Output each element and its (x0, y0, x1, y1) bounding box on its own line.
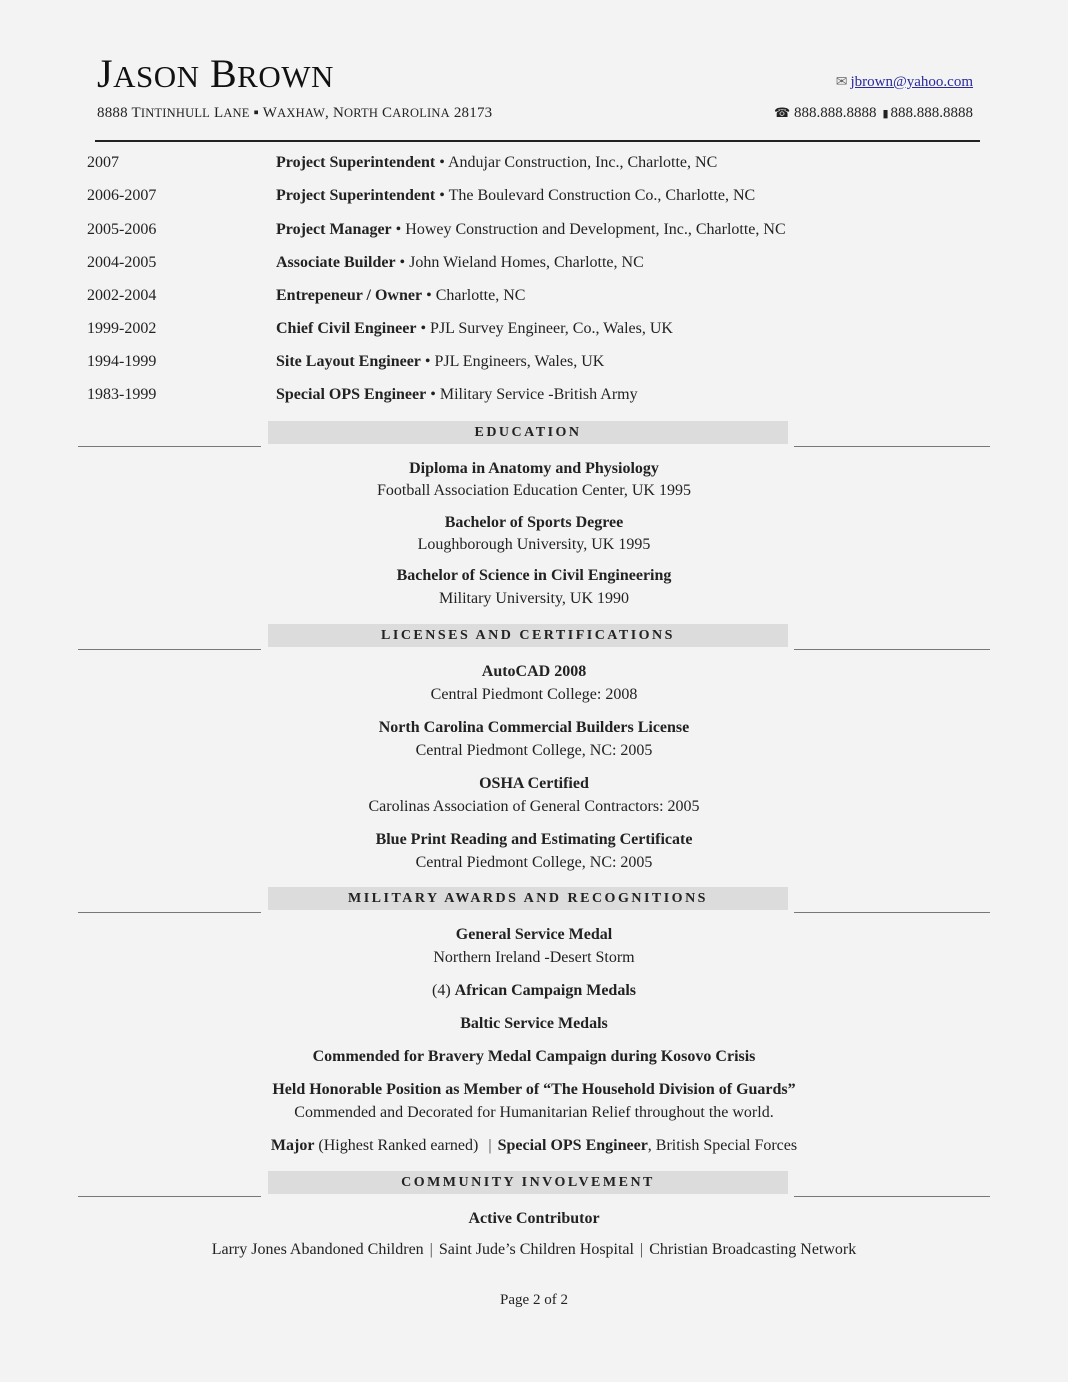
community-separator: | (639, 1241, 644, 1258)
section-heading-licenses (268, 624, 788, 647)
job-entry (87, 254, 644, 272)
license-detail: Central Piedmont College, NC: 2005 (415, 854, 653, 871)
job-title: Entrepeneur / Owner (276, 287, 423, 304)
name-first-initial: J (97, 51, 114, 96)
mobile-number: 888.888.8888 (890, 105, 973, 121)
envelope-icon: ✉ (835, 75, 848, 90)
education-detail: Military University, UK 1990 (438, 590, 630, 607)
position-detail: Commended and Decorated for Humanitarian Relief throughout the world. (294, 1104, 774, 1121)
job-detail: John Wieland Homes, Charlotte, NC (409, 254, 644, 271)
job-title: Project Superintendent (276, 154, 436, 171)
job-bullet: • (435, 154, 448, 171)
section-title: COMMUNITY INVOLVEMENT (401, 1175, 655, 1190)
license-detail: Carolinas Association of General Contractors: 2005 (368, 798, 700, 815)
job-title: Project Manager (276, 221, 392, 238)
section-rule-right (794, 912, 990, 913)
education-detail: Loughborough University, UK 1995 (417, 536, 651, 553)
section-rule-right (794, 649, 990, 650)
award-title: General Service Medal (455, 926, 613, 943)
section-title: LICENSES AND CERTIFICATIONS (381, 628, 675, 643)
address-city: AXHAW (277, 106, 326, 120)
job-title: Special OPS Engineer (276, 386, 427, 403)
section-rule-right (794, 446, 990, 447)
address-state2: AROLINA (392, 106, 450, 120)
mobile-phone-icon: ▮ (882, 108, 889, 120)
license-title: Blue Print Reading and Estimating Certificate (375, 831, 693, 848)
job-title: Associate Builder (276, 254, 396, 271)
name-first-rest: ASON (113, 59, 200, 94)
address-state2-initial: C (382, 105, 393, 121)
job-bullet: • (391, 221, 406, 238)
address-lane: ANE (223, 106, 250, 120)
section-rule-left (78, 649, 261, 650)
education-title: Bachelor of Sports Degree (444, 514, 624, 531)
job-years: 2007 (87, 154, 119, 171)
job-detail: Charlotte, NC (435, 287, 526, 304)
address-zip: 28173 (453, 105, 493, 121)
phone-icon: ☎ (773, 105, 791, 120)
section-heading-community (268, 1171, 788, 1194)
job-detail: Howey Construction and Development, Inc., Charlotte, NC (405, 221, 786, 238)
community-separator: | (429, 1241, 433, 1258)
address-street: INTINHULL (140, 106, 210, 120)
job-years: 1999-2002 (87, 320, 157, 337)
email-contact (836, 74, 973, 91)
section-rule-left (78, 1196, 261, 1197)
address-city-initial: W (262, 105, 278, 121)
license-detail: Central Piedmont College, NC: 2005 (415, 742, 653, 759)
job-bullet: • (416, 320, 431, 337)
address: 8888 TINTINHULL LANE ▪ WAXHAW, NORTH CAROLINA 28173 (97, 105, 493, 121)
email-link[interactable]: jbrown@yahoo.com (850, 74, 973, 90)
job-bullet: • (435, 187, 449, 204)
name-last-initial: B (209, 51, 238, 96)
section-heading-military (268, 887, 788, 910)
address-state1-initial: N (332, 105, 344, 121)
community-org: Larry Jones Abandoned Children (211, 1241, 424, 1258)
name-last-rest: ROWN (237, 59, 334, 94)
rank-line (0, 1137, 1068, 1155)
award-line (0, 982, 1068, 1000)
job-detail: The Boulevard Construction Co., Charlotte, NC (448, 187, 756, 204)
job-detail: PJL Engineers, Wales, UK (434, 353, 605, 370)
job-years: 2005-2006 (87, 221, 157, 238)
job-entry (87, 154, 717, 172)
job-bullet: • (395, 254, 410, 271)
job-entry (87, 287, 525, 305)
award-title: African Campaign Medals (454, 982, 636, 999)
award-detail: Northern Ireland -Desert Storm (433, 949, 635, 966)
education-title: Bachelor of Science in Civil Engineering (396, 567, 672, 584)
header-divider (95, 140, 980, 142)
section-rule-left (78, 446, 261, 447)
license-title: North Carolina Commercial Builders License (378, 719, 690, 736)
job-title: Project Superintendent (276, 187, 436, 204)
section-rule-left (78, 912, 261, 913)
address-lane-initial: L (213, 105, 224, 121)
page-number: Page 2 of 2 (500, 1292, 568, 1308)
phone-number: 888.888.8888 (793, 105, 877, 121)
phone-contacts (774, 105, 973, 122)
job-entry (87, 386, 638, 404)
section-rule-right (794, 1196, 990, 1197)
rank-detail: (Highest Ranked earned) (314, 1137, 483, 1154)
job-entry (87, 187, 755, 205)
education-title: Diploma in Anatomy and Physiology (409, 460, 659, 477)
job-bullet: • (426, 386, 440, 403)
candidate-name (97, 50, 334, 97)
position-title: Held Honorable Position as Member of “The Household Division of Guards” (272, 1081, 796, 1098)
license-title: AutoCAD 2008 (481, 663, 587, 680)
job-bullet: • (422, 287, 436, 304)
job-years: 2006-2007 (87, 187, 157, 204)
community-orgs (0, 1241, 1068, 1259)
community-org: Saint Jude’s Children Hospital (438, 1241, 634, 1258)
award-title: Baltic Service Medals (460, 1015, 608, 1032)
award-count: (4) (432, 982, 455, 999)
job-years: 2004-2005 (87, 254, 157, 271)
address-state1: ORTH (343, 106, 379, 120)
job-title: Chief Civil Engineer (276, 320, 417, 337)
rank-separator: | (488, 1137, 492, 1154)
job-title: Site Layout Engineer (276, 353, 421, 370)
role-title: Special OPS Engineer (497, 1137, 648, 1154)
role-detail: , British Special Forces (647, 1137, 798, 1154)
community-org: Christian Broadcasting Network (649, 1241, 857, 1258)
job-entry (87, 221, 786, 239)
job-years: 1983-1999 (87, 386, 157, 403)
job-years: 1994-1999 (87, 353, 157, 370)
education-detail: Football Association Education Center, UK 1995 (377, 482, 691, 499)
section-title: MILITARY AWARDS AND RECOGNITIONS (348, 891, 708, 906)
job-bullet: • (420, 353, 435, 370)
address-separator: ▪ (249, 105, 263, 121)
community-title: Active Contributor (468, 1210, 600, 1227)
job-detail: Andujar Construction, Inc., Charlotte, NC (447, 154, 718, 171)
license-detail: Central Piedmont College: 2008 (430, 686, 638, 703)
job-years: 2002-2004 (87, 287, 157, 304)
address-number: 8888 T (97, 105, 141, 121)
award-title: Commended for Bravery Medal Campaign during Kosovo Crisis (312, 1048, 756, 1065)
job-entry (87, 320, 673, 338)
section-heading-education (268, 421, 788, 444)
job-detail: PJL Survey Engineer, Co., Wales, UK (430, 320, 673, 337)
license-title: OSHA Certified (479, 775, 589, 792)
section-title: EDUCATION (474, 425, 582, 440)
rank-title: Major (270, 1137, 315, 1154)
job-entry (87, 353, 604, 371)
job-detail: Military Service -British Army (439, 386, 638, 403)
